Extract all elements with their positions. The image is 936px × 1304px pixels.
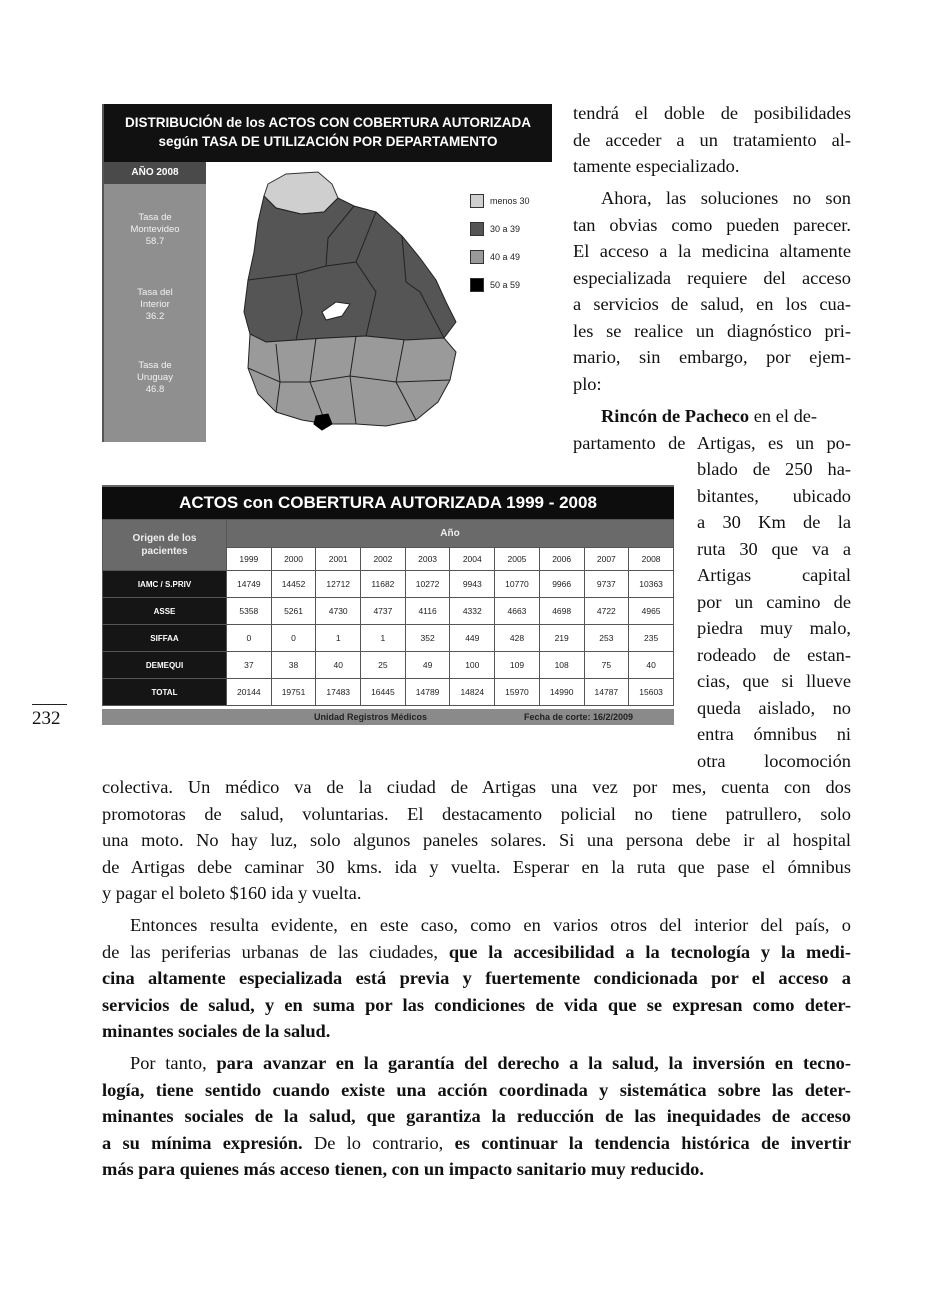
map-title-line1: DISTRIBUCIÓN de los ACTOS CON COBERTURA AUTORIZADA: [124, 115, 531, 130]
year-header: 2000: [271, 548, 316, 571]
row-label: IAMC / S.PRIV: [103, 571, 227, 598]
table-cell: 10272: [405, 571, 450, 598]
table-cell: 253: [584, 625, 629, 652]
table-cell: 17483: [316, 679, 361, 706]
text-run-bold: a su mínima expresión.: [102, 1132, 303, 1153]
table-cell: 4698: [539, 598, 584, 625]
table-cell: 4332: [450, 598, 495, 625]
table-row: [103, 598, 674, 625]
row-label: ASSE: [103, 598, 227, 625]
table-cell: 14789: [405, 679, 450, 706]
text-line: una moto. No hay luz, solo algunos paneles solares. Si una persona debe ir al hospital: [102, 830, 851, 850]
table-cell: 428: [495, 625, 540, 652]
text-line: [102, 939, 851, 966]
text-line: de Artigas debe caminar 30 kms. ida y vuelta. Esperar en la ruta que pase el ómnibus: [102, 856, 851, 877]
rate-label: Uruguay: [137, 372, 173, 383]
text-run-bold: que la accesibilidad a la tecnología y la medi-: [448, 941, 851, 962]
text-line: minantes sociales de la salud.: [102, 1021, 331, 1041]
table-cell: 11682: [361, 571, 406, 598]
table-cell: 14824: [450, 679, 495, 706]
table-cell: 235: [629, 625, 674, 652]
rate-label: Tasa del: [137, 287, 173, 298]
table-cell: 4737: [361, 598, 406, 625]
legend-label: 30 a 39: [490, 224, 521, 234]
legend-label: menos 30: [490, 196, 530, 206]
text-line: por un camino de: [697, 591, 851, 612]
text-line: bitantes, ubicado: [697, 485, 851, 506]
text-run-bold: para avanzar en la garantía del derecho a la salud, la inversión en tecno-: [216, 1053, 851, 1073]
legend-item: [470, 248, 548, 276]
acts-table-figure: [102, 485, 674, 725]
origin-header: [103, 520, 227, 571]
year-header: 2001: [316, 548, 361, 571]
text-line: tan obvias como pueden parecer.: [573, 214, 851, 235]
text-line: mario, sin embargo, por ejem-: [573, 347, 851, 367]
table-row: [103, 679, 674, 706]
table-cell: 108: [539, 652, 584, 679]
table-cell: 4663: [495, 598, 540, 625]
table-row: [103, 652, 674, 679]
rate-label: Tasa de: [138, 212, 172, 223]
year-header: 2002: [361, 548, 406, 571]
rate-label: Montevideo: [130, 224, 180, 235]
text-line: Artigas capital: [697, 565, 851, 585]
table-cell: 352: [405, 625, 450, 652]
table-cell: 14749: [227, 571, 272, 598]
table-cell: 109: [495, 652, 540, 679]
table-cell: 4965: [629, 598, 674, 625]
text-line: minantes sociales de la salud, que garantiza la reducción de las inequidades de acceso: [102, 1106, 851, 1126]
table-cell: 10363: [629, 571, 674, 598]
text-line: colectiva. Un médico va de la ciudad de Artigas una vez por mes, cuenta con dos: [102, 777, 851, 797]
row-label: SIFFAA: [103, 625, 227, 652]
year-header: 2007: [584, 548, 629, 571]
text-line: plo:: [573, 373, 602, 394]
page-number-rule: [32, 704, 67, 705]
text-line: Ahora, las soluciones no son: [601, 188, 851, 208]
text-line: a servicios de salud, en los cua-: [573, 294, 851, 314]
table-cell: 0: [227, 625, 272, 652]
rate-value: 36.2: [145, 311, 165, 322]
table-cell: 100: [450, 652, 495, 679]
legend-swatch: [470, 250, 484, 264]
map-title: [104, 104, 552, 162]
text-line: promotoras de salud, voluntarias. El destacamento policial no tiene patrullero, solo: [102, 803, 851, 824]
table-title: ACTOS con COBERTURA AUTORIZADA 1999 - 2008: [102, 485, 674, 519]
text-line: rodeado de estan-: [697, 644, 851, 665]
map-figure: [102, 104, 552, 442]
text-run: Por tanto,: [130, 1053, 217, 1073]
map-year-label: AÑO 2008: [104, 162, 206, 184]
text-line: cias, que si llueve: [697, 671, 851, 691]
text-line: Entonces resulta evidente, en este caso, como en varios otros del interior del país, o: [130, 915, 851, 935]
text-line: tendrá el doble de posibilidades: [573, 103, 851, 123]
text-line: tamente especializado.: [573, 156, 740, 176]
table-cell: 5261: [271, 598, 316, 625]
table-cell: 40: [316, 652, 361, 679]
row-label: DEMEQUI: [103, 652, 227, 679]
text-line: a 30 Km de la: [697, 512, 851, 532]
text-line: queda aislado, no: [697, 697, 851, 718]
text-line: [102, 1130, 851, 1157]
table-cell: 16445: [361, 679, 406, 706]
table-cell: 9966: [539, 571, 584, 598]
table-cell: 0: [271, 625, 316, 652]
page-number: 232: [32, 708, 61, 729]
legend-label: 50 a 59: [490, 280, 521, 290]
map-title-line2: según TASA DE UTILIZACIÓN POR DEPARTAMENTO: [158, 134, 498, 149]
rate-label: Interior: [140, 299, 170, 310]
table-body: [103, 571, 674, 706]
year-header: 2005: [495, 548, 540, 571]
text-run: De lo contrario,: [302, 1132, 455, 1153]
table-cell: 4116: [405, 598, 450, 625]
footer-date: Fecha de corte: 16/2/2009: [524, 712, 634, 722]
table-cell: 49: [405, 652, 450, 679]
table-cell: 14452: [271, 571, 316, 598]
table-cell: 1: [316, 625, 361, 652]
year-header: 2004: [450, 548, 495, 571]
year-header: 2006: [539, 548, 584, 571]
table-cell: 40: [629, 652, 674, 679]
table-cell: 5358: [227, 598, 272, 625]
table-cell: 1: [361, 625, 406, 652]
rate-interior: [104, 287, 206, 323]
table-cell: 9737: [584, 571, 629, 598]
legend-swatch: [470, 194, 484, 208]
acts-table: [102, 519, 674, 706]
text-line: [601, 403, 851, 430]
table-row: [103, 571, 674, 598]
table-cell: 10770: [495, 571, 540, 598]
text-line: servicios de salud, y en suma por las condiciones de vida que se expresan como deter-: [102, 994, 851, 1015]
year-header: 2008: [629, 548, 674, 571]
text-line: cina altamente especializada está previa y fuertemente condicionada por el acceso a: [102, 968, 851, 988]
rate-montevideo: [104, 212, 206, 248]
text-line: blado de 250 ha-: [697, 459, 851, 479]
year-header: 1999: [227, 548, 272, 571]
text-line: piedra muy malo,: [697, 618, 851, 638]
legend-item: [470, 220, 548, 248]
table-cell: 4730: [316, 598, 361, 625]
table-cell: 14990: [539, 679, 584, 706]
table-cell: 9943: [450, 571, 495, 598]
table-cell: 20144: [227, 679, 272, 706]
row-label: TOTAL: [103, 679, 227, 706]
origin-header-line: Origen de los: [132, 533, 197, 544]
table-cell: 12712: [316, 571, 361, 598]
text-run: de las periferias urbanas de las ciudades,: [102, 941, 449, 962]
text-line: logía, tiene sentido cuando existe una acción coordinada y sistemática sobre las deter-: [102, 1079, 851, 1100]
origin-header-line: pacientes: [141, 546, 188, 557]
text-line: El acceso a la medicina altamente: [573, 241, 851, 261]
text-line: otra locomoción: [697, 750, 851, 771]
text-line: más para quienes más acceso tienen, con un impacto sanitario muy reducido.: [102, 1159, 704, 1179]
table-cell: 75: [584, 652, 629, 679]
year-group-header: Año: [227, 520, 674, 548]
legend-swatch: [470, 278, 484, 292]
text-line: especializada requiere del acceso: [573, 267, 851, 288]
table-cell: 37: [227, 652, 272, 679]
table-cell: 14787: [584, 679, 629, 706]
legend-label: 40 a 49: [490, 252, 521, 262]
table-footer: [102, 709, 674, 725]
footer-source: Unidad Registros Médicos: [314, 712, 428, 722]
map-sidebar: [104, 162, 206, 442]
table-cell: 25: [361, 652, 406, 679]
text-run-bold: es continuar la tendencia histórica de invertir: [454, 1132, 851, 1153]
table-row: [103, 625, 674, 652]
legend-item: [470, 276, 548, 304]
table-cell: 15603: [629, 679, 674, 706]
rate-value: 58.7: [145, 236, 165, 247]
table-cell: 19751: [271, 679, 316, 706]
text-line: de acceder a un tratamiento al-: [573, 129, 851, 150]
table-cell: 449: [450, 625, 495, 652]
table-cell: 4722: [584, 598, 629, 625]
rate-label: Tasa de: [138, 360, 172, 371]
table-cell: 38: [271, 652, 316, 679]
text-run: en el de-: [749, 406, 818, 426]
map-legend: [470, 192, 548, 304]
table-cell: 15970: [495, 679, 540, 706]
text-line: ruta 30 que va a: [697, 538, 851, 559]
table-cell: 219: [539, 625, 584, 652]
legend-item: [470, 192, 548, 220]
text-line: partamento de Artigas, es un po-: [573, 432, 851, 453]
place-name: Rincón de Pacheco: [601, 406, 750, 426]
legend-swatch: [470, 222, 484, 236]
rate-uruguay: [104, 360, 206, 396]
text-line: [130, 1050, 851, 1077]
year-header: 2003: [405, 548, 450, 571]
rate-value: 46.8: [145, 384, 165, 395]
text-line: entra ómnibus ni: [697, 724, 851, 744]
text-line: y pagar el boleto $160 ida y vuelta.: [102, 883, 362, 903]
text-line: les se realice un diagnóstico pri-: [573, 320, 851, 341]
